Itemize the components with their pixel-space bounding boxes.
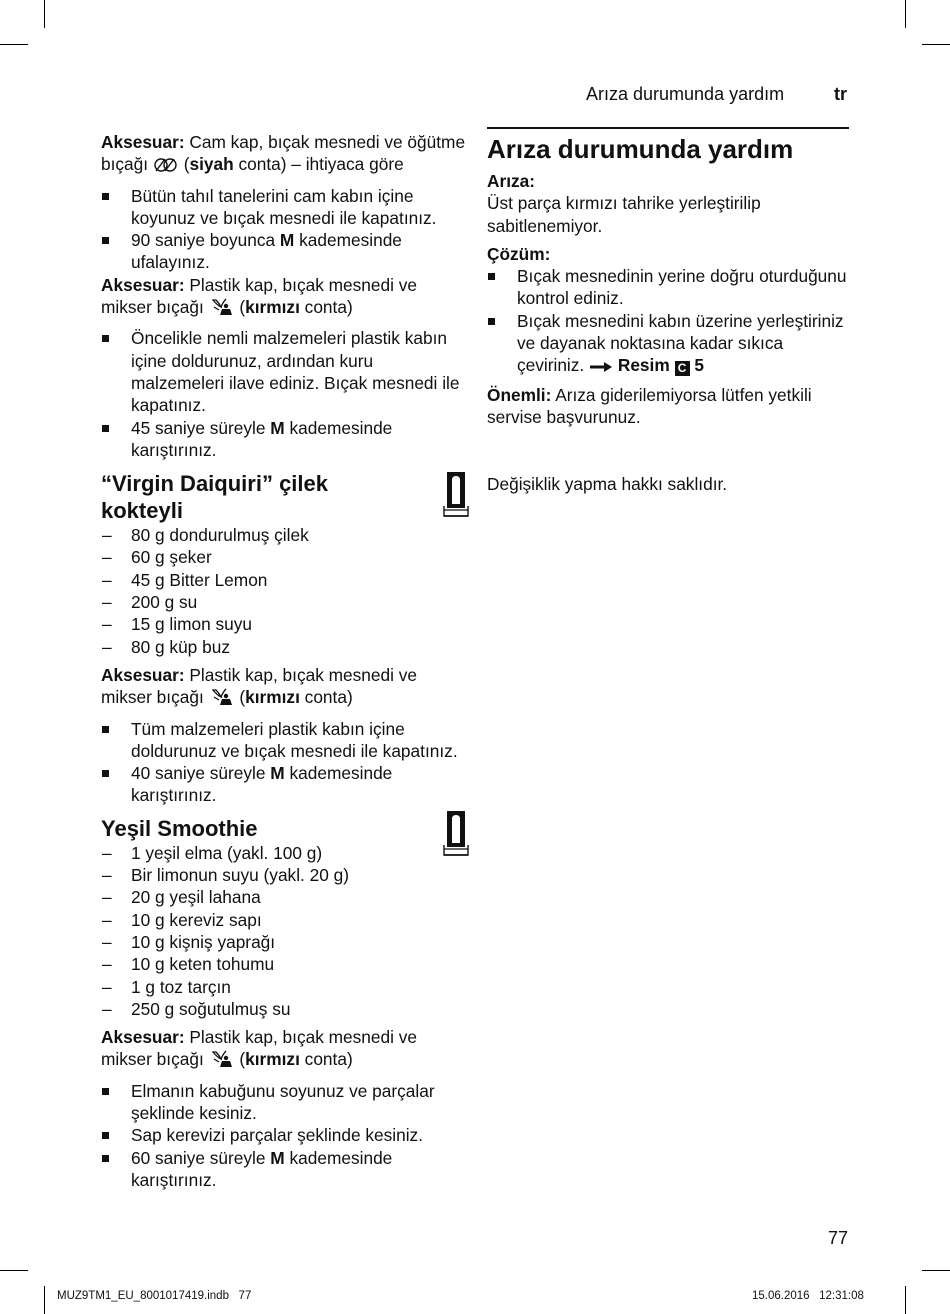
crop-mark xyxy=(922,1270,950,1271)
important-note: Önemli: Arıza giderilemiyorsa lütfen yetkili servise başvurunuz. xyxy=(487,384,812,428)
ingredient-list xyxy=(101,524,471,658)
rights-notice: Değişiklik yapma hakkı saklıdır. xyxy=(487,473,728,494)
instruction-list xyxy=(101,327,471,461)
mixer-blade-icon xyxy=(209,688,235,711)
list-item: 45 saniye süreyle M kademesinde karıştırınız. xyxy=(101,417,471,462)
instruction-list xyxy=(101,718,471,807)
instruction-list xyxy=(101,1080,471,1191)
section-title: Arıza durumunda yardım xyxy=(487,127,849,165)
crop-mark xyxy=(905,0,906,28)
list-item: – 15 g limon suyu xyxy=(102,614,253,635)
list-item: 60 saniye süreyle M kademesinde karıştırınız. xyxy=(101,1147,471,1192)
recipe-title: Yeşil Smoothie xyxy=(101,815,258,841)
running-header: Arıza durumunda yardım xyxy=(586,84,785,104)
accessory-note: Aksesuar: Cam kap, bıçak mesnedi ve öğütme bıçağı (siyah conta) – ihtiyaca göre xyxy=(101,131,471,179)
list-item: – 80 g küp buz xyxy=(102,636,230,657)
right-column xyxy=(487,127,849,495)
list-item: Bıçak mesnedini kabın üzerine yerleştiriniz ve dayanak noktasına kadar sıkıca çeviriniz. Resim C 5 xyxy=(487,310,849,378)
mixer-blade-icon xyxy=(209,1050,235,1073)
left-column xyxy=(101,131,471,1191)
crop-mark xyxy=(44,0,45,28)
list-item: – 10 g keten tohumu xyxy=(102,954,275,975)
crop-mark xyxy=(44,1286,45,1314)
list-item: Elmanın kabuğunu soyunuz ve parçalar şeklinde kesiniz. xyxy=(101,1080,471,1125)
list-item: Bütün tahıl tanelerini cam kabın içine koyunuz ve bıçak mesnedi ile kapatınız. xyxy=(101,185,471,230)
list-item: Öncelikle nemli malzemeleri plastik kabın içine doldurunuz, ardından kuru malzemeleri ilave ediniz. Bıçak mesnedi ile kapatınız. xyxy=(101,327,471,416)
accessory-note: Aksesuar: Plastik kap, bıçak mesnedi ve mikser bıçağı (kırmızı conta) xyxy=(101,1026,471,1074)
list-item: – 80 g dondurulmuş çilek xyxy=(102,525,309,546)
list-item: – 45 g Bitter Lemon xyxy=(102,569,268,590)
ingredient-list xyxy=(101,842,471,1020)
figure-number: 5 xyxy=(694,355,704,376)
figure-reference: Resim xyxy=(617,355,670,376)
blender-jug-icon xyxy=(441,470,471,529)
list-item: – 250 g soğutulmuş su xyxy=(102,998,291,1019)
list-item: Bıçak mesnedinin yerine doğru oturduğunu kontrol ediniz. xyxy=(487,265,849,310)
list-item: 40 saniye süreyle M kademesinde karıştırınız. xyxy=(101,762,471,807)
list-item: Tüm malzemeleri plastik kabın içine doldurunuz ve bıçak mesnedi ile kapatınız. xyxy=(101,718,471,763)
instruction-list xyxy=(101,185,471,274)
crop-mark xyxy=(922,44,950,45)
recipe-title: “Virgin Daiquiri” çilek kokteyli xyxy=(101,471,328,524)
accessory-note: Aksesuar: Plastik kap, bıçak mesnedi ve mikser bıçağı (kırmızı conta) xyxy=(101,274,471,322)
footer-datetime: 15.06.2016 12:31:08 xyxy=(752,1290,864,1302)
list-item: 90 saniye boyunca M kademesinde ufalayınız. xyxy=(101,229,471,274)
page-number: 77 xyxy=(828,1228,849,1248)
language-code: tr xyxy=(834,84,847,104)
recipe-header xyxy=(101,470,471,524)
list-item: Sap kerevizi parçalar şeklinde kesiniz. xyxy=(101,1124,471,1146)
list-item: – 1 yeşil elma (yakl. 100 g) xyxy=(102,842,323,863)
crop-mark xyxy=(0,44,28,45)
solution-label: Çözüm: xyxy=(487,243,551,264)
list-item: – 10 g kereviz sapı xyxy=(102,909,262,930)
solution-list xyxy=(487,265,849,378)
list-item: – 60 g şeker xyxy=(102,547,212,568)
crop-mark xyxy=(905,1286,906,1314)
arrow-right-icon xyxy=(589,356,613,378)
fault-text: Üst parça kırmızı tahrike yerleştirilip sabitlenemiyor. xyxy=(487,193,761,236)
list-item: – 200 g su xyxy=(102,592,198,613)
list-item: – Bir limonun suyu (yakl. 20 g) xyxy=(102,865,350,886)
recipe-header xyxy=(101,815,471,842)
footer-file: MUZ9TM1_EU_8001017419.indb 77 xyxy=(57,1290,252,1302)
mixer-blade-icon xyxy=(209,298,235,321)
grinding-blade-icon xyxy=(153,156,179,178)
list-item: – 10 g kişniş yaprağı xyxy=(102,931,276,952)
list-item: – 20 g yeşil lahana xyxy=(102,887,261,908)
crop-mark xyxy=(0,1270,28,1271)
fault-label: Arıza: xyxy=(487,171,536,191)
accessory-note: Aksesuar: Plastik kap, bıçak mesnedi ve mikser bıçağı (kırmızı conta) xyxy=(101,664,471,712)
figure-letter: C xyxy=(675,361,690,376)
list-item: – 1 g toz tarçın xyxy=(102,976,231,997)
